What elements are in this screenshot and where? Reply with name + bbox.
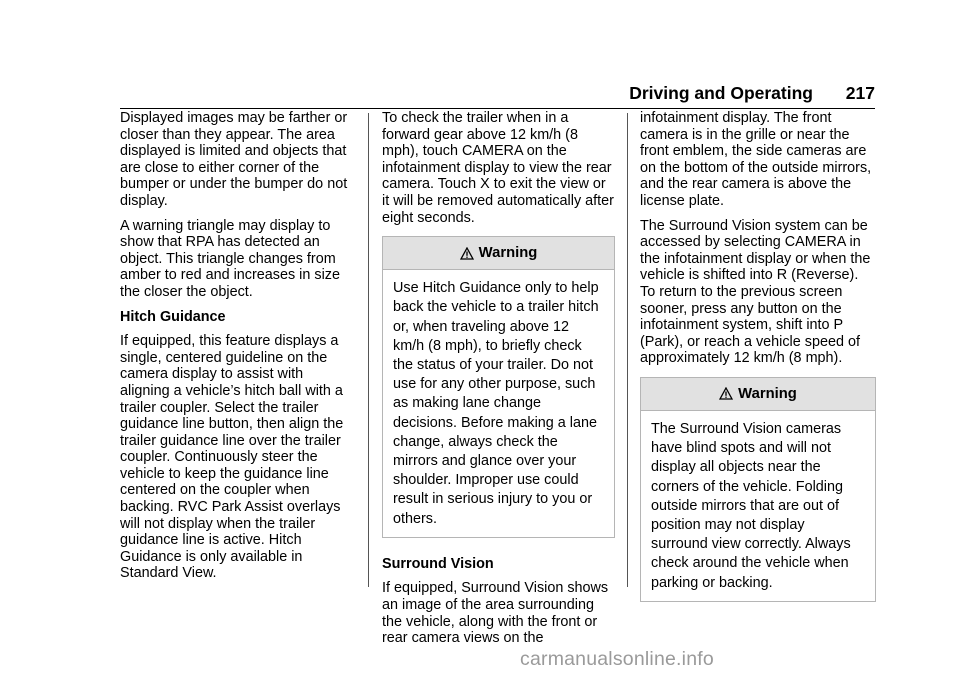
warning-box xyxy=(640,377,876,602)
column-2 xyxy=(382,110,615,655)
warning-title: Warning xyxy=(478,244,538,261)
warning-header xyxy=(383,237,614,270)
column-3 xyxy=(640,110,876,610)
section-heading-surround-vision: Surround Vision xyxy=(382,555,494,572)
paragraph: A warning triangle may display to show that RPA has detected an object. This triangle changes from amber to red and increases in size the closer the object. xyxy=(120,217,340,300)
column-1 xyxy=(120,110,352,590)
paragraph: The Surround Vision system can be accessed by selecting CAMERA in the infotainment display or when the vehicle is shifted into R (Reverse). To return to the previous screen sooner, press any button on the infotainment system, shift into P (Park), or reach a vehicle speed of approximately 12 km/h (8 mph). xyxy=(640,217,871,367)
paragraph: infotainment display. The front camera is in the grille or near the front emblem, the side cameras are on the bottom of the outside mirrors, and the rear camera is above the license plate. xyxy=(640,110,872,209)
watermark: carmanualsonline.info xyxy=(520,648,714,670)
paragraph: Displayed images may be farther or closer than they appear. The area displayed is limited and objects that are close to either corner of the bumper or under the bumper do not display. xyxy=(120,110,348,209)
warning-triangle-icon xyxy=(719,387,733,400)
page-number: 217 xyxy=(845,83,875,103)
warning-header xyxy=(641,378,875,411)
section-title: Driving and Operating xyxy=(629,83,813,103)
paragraph: To check the trailer when in a forward gear above 12 km/h (8 mph), touch CAMERA on the infotainment display to view the rear camera. Touch X to exit the view or it will be removed automatically after eight seconds. xyxy=(382,110,614,226)
column-divider xyxy=(627,113,628,587)
paragraph: If equipped, Surround Vision shows an image of the area surrounding the vehicle, along with the front or rear camera views on the xyxy=(382,580,609,647)
paragraph: If equipped, this feature displays a single, centered guideline on the camera display to assist with aligning a vehicle’s hitch ball with a trailer coupler. Select the trailer guidance line button, then align the trailer guidance line over the trailer coupler. Continuously steer the vehicle to keep the guidance line centered on the coupler when backing. RVC Park Assist overlays will not display when the trailer guidance line is active. Hitch Guidance is only available in Standard View. xyxy=(120,333,344,582)
page-header xyxy=(120,80,875,109)
column-divider xyxy=(368,113,369,587)
warning-title: Warning xyxy=(738,385,797,402)
warning-text: The Surround Vision cameras have blind spots and will not display all objects near the corners of the vehicle. Folding outside mirrors that are out of position may not display surround view correctly. Always check around the vehicle when parking or backing. xyxy=(651,420,851,591)
warning-box xyxy=(382,236,615,538)
warning-triangle-icon xyxy=(460,247,474,260)
warning-text: Use Hitch Guidance only to help back the vehicle to a trailer hitch or, when traveling above 12 km/h (8 mph), to briefly check the status of your trailer. Do not use for any other purpose, such as making lane change decisions. Before making a lane change, always check the mirrors and glance over your shoulder. Improper use could result in serious injury to you or others. xyxy=(393,280,599,527)
section-heading-hitch-guidance: Hitch Guidance xyxy=(120,308,226,325)
